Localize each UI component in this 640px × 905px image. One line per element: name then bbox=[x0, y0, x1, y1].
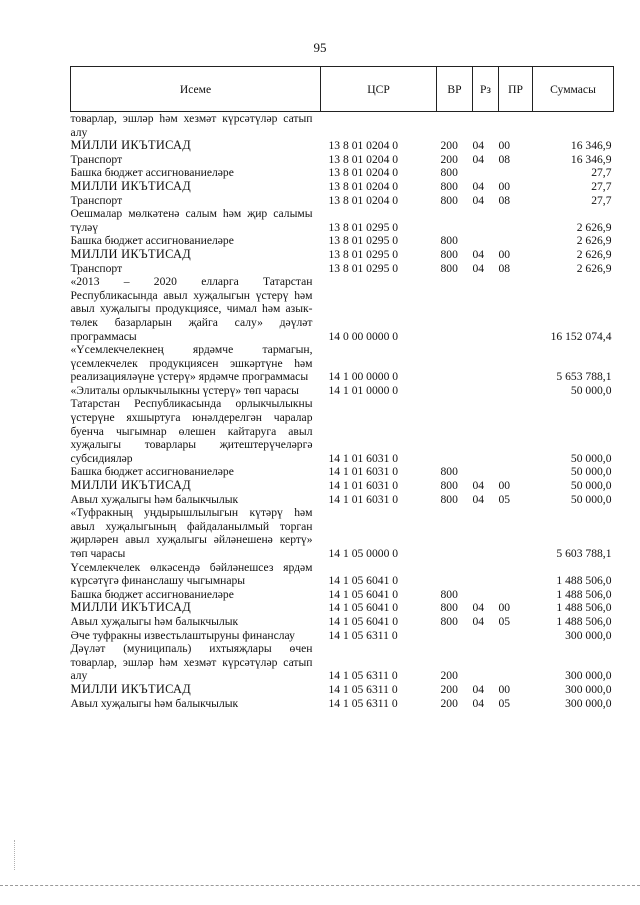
cell-pr: 08 bbox=[498, 193, 511, 207]
cell-vr: 800 bbox=[440, 465, 458, 479]
cell-name: МИЛЛИ ИКЪТИСАД bbox=[70, 138, 192, 153]
cell-name: «Үсемлекчелекнең ярдәмче тармагын, үсемлекчелек продукциясен эшкәртүне һәм реализацияләүне үстерү» ярдәмче программасы bbox=[70, 343, 313, 384]
cell-rz bbox=[473, 506, 499, 560]
cell-rz: 04 bbox=[472, 614, 485, 628]
cell-sum bbox=[533, 112, 614, 140]
cell-vr: 200 bbox=[440, 139, 458, 153]
cell-csr: 14 1 01 6031 0 bbox=[328, 479, 399, 493]
cell-rz: 04 bbox=[472, 682, 485, 696]
cell-vr: 200 bbox=[440, 696, 458, 710]
cell-sum: 27,7 bbox=[591, 179, 612, 193]
cell-sum: 1 488 506,0 bbox=[556, 601, 612, 615]
cell-csr: 14 1 01 6031 0 bbox=[328, 492, 399, 506]
table-row bbox=[71, 166, 614, 180]
cell-sum: 300 000,0 bbox=[565, 696, 612, 710]
cell-sum: 1 488 506,0 bbox=[556, 574, 612, 588]
cell-csr: 13 8 01 0204 0 bbox=[328, 179, 399, 193]
cell-csr: 13 8 01 0295 0 bbox=[328, 234, 399, 248]
table-row bbox=[71, 642, 614, 683]
table-row bbox=[71, 465, 614, 479]
cell-rz bbox=[473, 561, 499, 588]
cell-rz: 04 bbox=[472, 179, 485, 193]
cell-csr: 14 1 05 6041 0 bbox=[328, 587, 399, 601]
cell-pr: 05 bbox=[498, 696, 511, 710]
cell-name: Башка бюджет ассигнованиеләре bbox=[70, 166, 234, 180]
budget-table bbox=[70, 66, 614, 710]
cell-vr: 800 bbox=[440, 601, 458, 615]
cell-sum: 27,7 bbox=[591, 166, 612, 180]
table-header bbox=[71, 67, 614, 112]
cell-pr bbox=[499, 465, 533, 479]
table-row bbox=[71, 275, 614, 343]
cell-sum: 16 346,9 bbox=[570, 139, 612, 153]
cell-sum: 1 488 506,0 bbox=[556, 614, 612, 628]
cell-pr bbox=[499, 397, 533, 465]
table-row bbox=[71, 262, 614, 276]
table-row bbox=[71, 194, 614, 208]
cell-csr: 14 1 05 6311 0 bbox=[328, 696, 398, 710]
cell-csr: 14 1 05 6041 0 bbox=[328, 614, 399, 628]
cell-rz bbox=[473, 234, 499, 248]
table-row bbox=[71, 506, 614, 560]
table-row bbox=[71, 397, 614, 465]
cell-sum: 1 488 506,0 bbox=[556, 587, 612, 601]
cell-sum: 300 000,0 bbox=[565, 682, 612, 696]
cell-name: Авыл хуҗалыгы һәм балыкчылык bbox=[70, 614, 239, 628]
cell-csr: 13 8 01 0204 0 bbox=[328, 193, 399, 207]
table-row bbox=[71, 207, 614, 234]
cell-vr bbox=[437, 561, 473, 588]
cell-csr: 13 8 01 0295 0 bbox=[328, 247, 399, 261]
table-row bbox=[71, 683, 614, 697]
cell-pr: 00 bbox=[498, 601, 511, 615]
cell-csr: 14 1 05 6311 0 bbox=[328, 682, 398, 696]
table-row bbox=[71, 588, 614, 602]
cell-pr bbox=[499, 207, 533, 234]
cell-rz bbox=[473, 207, 499, 234]
cell-sum: 2 626,9 bbox=[576, 261, 612, 275]
cell-vr bbox=[437, 506, 473, 560]
cell-name: «Элиталы орлыкчылыкны үстерү» төп чарасы bbox=[70, 383, 299, 397]
cell-rz: 04 bbox=[472, 193, 485, 207]
cell-pr: 00 bbox=[498, 479, 511, 493]
cell-csr: 14 1 05 6041 0 bbox=[328, 574, 399, 588]
table-row bbox=[71, 697, 614, 711]
cell-csr: 14 1 01 6031 0 bbox=[328, 451, 399, 465]
cell-sum: 50 000,0 bbox=[570, 479, 612, 493]
cell-sum: 50 000,0 bbox=[570, 492, 612, 506]
cell-sum: 16 152 074,4 bbox=[550, 329, 612, 343]
cell-rz: 04 bbox=[472, 247, 485, 261]
cell-name: МИЛЛИ ИКЪТИСАД bbox=[70, 246, 192, 261]
table-row bbox=[71, 561, 614, 588]
cell-vr: 800 bbox=[440, 234, 458, 248]
cell-rz bbox=[473, 166, 499, 180]
cell-rz: 04 bbox=[472, 261, 485, 275]
table-row bbox=[71, 601, 614, 615]
cell-csr: 13 8 01 0204 0 bbox=[328, 152, 399, 166]
cell-vr: 800 bbox=[440, 587, 458, 601]
cell-csr: 14 1 05 6311 0 bbox=[328, 669, 398, 683]
cell-name: Транспорт bbox=[70, 261, 123, 275]
cell-pr bbox=[499, 588, 533, 602]
cell-csr: 14 1 00 0000 0 bbox=[328, 370, 399, 384]
cell-rz: 04 bbox=[472, 152, 485, 166]
cell-name: Дәүләт (муниципаль) ихтыяҗлары өчен товарлар, эшләр һәм хезмәт күрсәтүләр сатып алу bbox=[70, 642, 313, 683]
cell-vr bbox=[437, 384, 473, 398]
cell-pr bbox=[499, 384, 533, 398]
table-row bbox=[71, 234, 614, 248]
cell-sum: 5 603 788,1 bbox=[556, 547, 612, 560]
cell-name: Авыл хуҗалыгы һәм балыкчылык bbox=[70, 492, 239, 506]
cell-pr: 00 bbox=[498, 139, 511, 153]
cell-rz: 04 bbox=[472, 139, 485, 153]
table-row bbox=[71, 493, 614, 507]
table-row bbox=[71, 153, 614, 167]
cell-name: Башка бюджет ассигнованиеләре bbox=[70, 587, 234, 601]
table-row bbox=[71, 180, 614, 194]
cell-rz: 04 bbox=[472, 696, 485, 710]
cell-name: Авыл хуҗалыгы һәм балыкчылык bbox=[70, 696, 239, 710]
cell-rz bbox=[473, 112, 499, 140]
header-sum: Суммасы bbox=[533, 67, 614, 112]
cell-vr: 800 bbox=[440, 261, 458, 275]
cell-sum: 300 000,0 bbox=[565, 669, 612, 683]
cell-rz bbox=[473, 397, 499, 465]
cell-vr bbox=[437, 275, 473, 343]
page-bottom-rule bbox=[0, 885, 640, 886]
header-name: Исеме bbox=[71, 67, 321, 112]
cell-vr: 800 bbox=[440, 247, 458, 261]
cell-vr: 800 bbox=[440, 179, 458, 193]
header-pr: ПР bbox=[499, 67, 533, 112]
cell-csr: 14 1 05 0000 0 bbox=[328, 547, 399, 560]
cell-pr bbox=[499, 561, 533, 588]
cell-name: Башка бюджет ассигнованиеләре bbox=[70, 234, 234, 248]
cell-csr: 14 1 01 0000 0 bbox=[328, 383, 399, 397]
cell-name: МИЛЛИ ИКЪТИСАД bbox=[70, 478, 192, 493]
cell-pr: 00 bbox=[498, 247, 511, 261]
table-row bbox=[71, 343, 614, 384]
table-row bbox=[71, 139, 614, 153]
cell-vr: 200 bbox=[440, 682, 458, 696]
cell-rz: 04 bbox=[472, 479, 485, 493]
cell-pr: 08 bbox=[498, 261, 511, 275]
cell-name: МИЛЛИ ИКЪТИСАД bbox=[70, 178, 192, 193]
cell-csr: 13 8 01 0295 0 bbox=[328, 220, 399, 234]
cell-vr bbox=[437, 397, 473, 465]
cell-name: Транспорт bbox=[70, 152, 123, 166]
cell-name: Оешмалар мөлкәтенә салым һәм җир салымы түләү bbox=[70, 207, 313, 234]
cell-pr bbox=[499, 234, 533, 248]
cell-name: Үсемлекчелек өлкәсендә бәйләнешсез ярдәм күрсәтүгә финанслашу чыгымнары bbox=[70, 560, 313, 588]
cell-rz bbox=[473, 465, 499, 479]
cell-sum: 16 346,9 bbox=[570, 152, 612, 166]
cell-pr bbox=[499, 166, 533, 180]
cell-name: Транспорт bbox=[70, 193, 123, 207]
cell-vr: 800 bbox=[440, 193, 458, 207]
cell-name: Әче туфракны известьлаштыруны финанслау bbox=[70, 628, 295, 642]
cell-sum: 50 000,0 bbox=[570, 465, 612, 479]
cell-sum: 2 626,9 bbox=[576, 247, 612, 261]
cell-rz bbox=[473, 642, 499, 683]
cell-name: «Туфракның уңдырышлылыгын күтәрү һәм авыл хуҗалыгының файдаланылмый торган җирләрен авыл хуҗалыгы әйләнешенә кертү» төп чарасы bbox=[70, 506, 313, 560]
table-row bbox=[71, 248, 614, 262]
cell-pr: 00 bbox=[498, 179, 511, 193]
cell-pr bbox=[499, 506, 533, 560]
table-row bbox=[71, 615, 614, 629]
cell-name: МИЛЛИ ИКЪТИСАД bbox=[70, 681, 192, 696]
cell-vr: 200 bbox=[440, 152, 458, 166]
cell-name: Башка бюджет ассигнованиеләре bbox=[70, 465, 234, 479]
cell-rz: 04 bbox=[472, 492, 485, 506]
cell-pr: 05 bbox=[498, 492, 511, 506]
cell-csr: 13 8 01 0204 0 bbox=[328, 166, 399, 180]
cell-name: «2013 – 2020 елларга Татарстан Республикасында авыл хуҗалыгын үстерү һәм авыл хуҗалыгы продукциясе, чимал һәм азык-төлек базарларын җайга салу» дәүләт программасы bbox=[70, 275, 313, 343]
cell-sum: 300 000,0 bbox=[565, 628, 612, 642]
scan-margin-marks bbox=[14, 840, 15, 870]
cell-pr bbox=[499, 629, 533, 643]
cell-pr bbox=[499, 642, 533, 683]
cell-rz: 04 bbox=[472, 601, 485, 615]
cell-csr: 14 1 01 6031 0 bbox=[328, 465, 399, 479]
cell-name: Татарстан Республикасында орлыкчылыкны үстерүне яхшыртуга юнәлдерелгән чаралар буенча чыгымнар өлешен кайтаруга авыл хуҗалыгы товарлары җитештерүчеләргә субсидияләр bbox=[70, 397, 313, 465]
cell-pr bbox=[499, 343, 533, 384]
cell-vr: 800 bbox=[440, 479, 458, 493]
cell-vr: 200 bbox=[440, 669, 458, 683]
cell-sum: 2 626,9 bbox=[576, 220, 612, 234]
cell-pr: 08 bbox=[498, 152, 511, 166]
cell-rz bbox=[473, 275, 499, 343]
cell-name: товарлар, эшләр һәм хезмәт күрсәтүләр сатып алу bbox=[70, 112, 313, 139]
cell-sum: 50 000,0 bbox=[570, 383, 612, 397]
cell-vr: 800 bbox=[440, 166, 458, 180]
cell-sum: 50 000,0 bbox=[570, 451, 612, 465]
cell-csr bbox=[321, 112, 437, 140]
cell-csr: 13 8 01 0204 0 bbox=[328, 139, 399, 153]
cell-vr bbox=[437, 207, 473, 234]
cell-pr bbox=[499, 275, 533, 343]
cell-pr: 05 bbox=[498, 614, 511, 628]
table-row bbox=[71, 629, 614, 643]
cell-rz bbox=[473, 343, 499, 384]
cell-name: МИЛЛИ ИКЪТИСАД bbox=[70, 600, 192, 615]
cell-rz bbox=[473, 588, 499, 602]
table-row bbox=[71, 384, 614, 398]
page-number: 95 bbox=[313, 40, 327, 55]
cell-vr: 800 bbox=[440, 614, 458, 628]
cell-csr: 14 1 05 6041 0 bbox=[328, 601, 399, 615]
cell-csr: 14 1 05 6311 0 bbox=[328, 628, 398, 642]
table-row bbox=[71, 112, 614, 140]
cell-sum: 2 626,9 bbox=[576, 234, 612, 248]
cell-csr: 14 0 00 0000 0 bbox=[328, 329, 399, 343]
cell-rz bbox=[473, 629, 499, 643]
cell-vr bbox=[437, 112, 473, 140]
cell-csr: 13 8 01 0295 0 bbox=[328, 261, 399, 275]
cell-vr bbox=[437, 629, 473, 643]
table-body bbox=[71, 112, 614, 711]
cell-sum: 5 653 788,1 bbox=[556, 370, 612, 384]
header-rz: Рз bbox=[473, 67, 499, 112]
header-vr: ВР bbox=[437, 67, 473, 112]
cell-vr bbox=[437, 343, 473, 384]
cell-pr: 00 bbox=[498, 682, 511, 696]
cell-pr bbox=[499, 112, 533, 140]
header-csr: ЦСР bbox=[321, 67, 437, 112]
cell-rz bbox=[473, 384, 499, 398]
cell-sum: 27,7 bbox=[591, 193, 612, 207]
table-row bbox=[71, 479, 614, 493]
cell-vr: 800 bbox=[440, 492, 458, 506]
